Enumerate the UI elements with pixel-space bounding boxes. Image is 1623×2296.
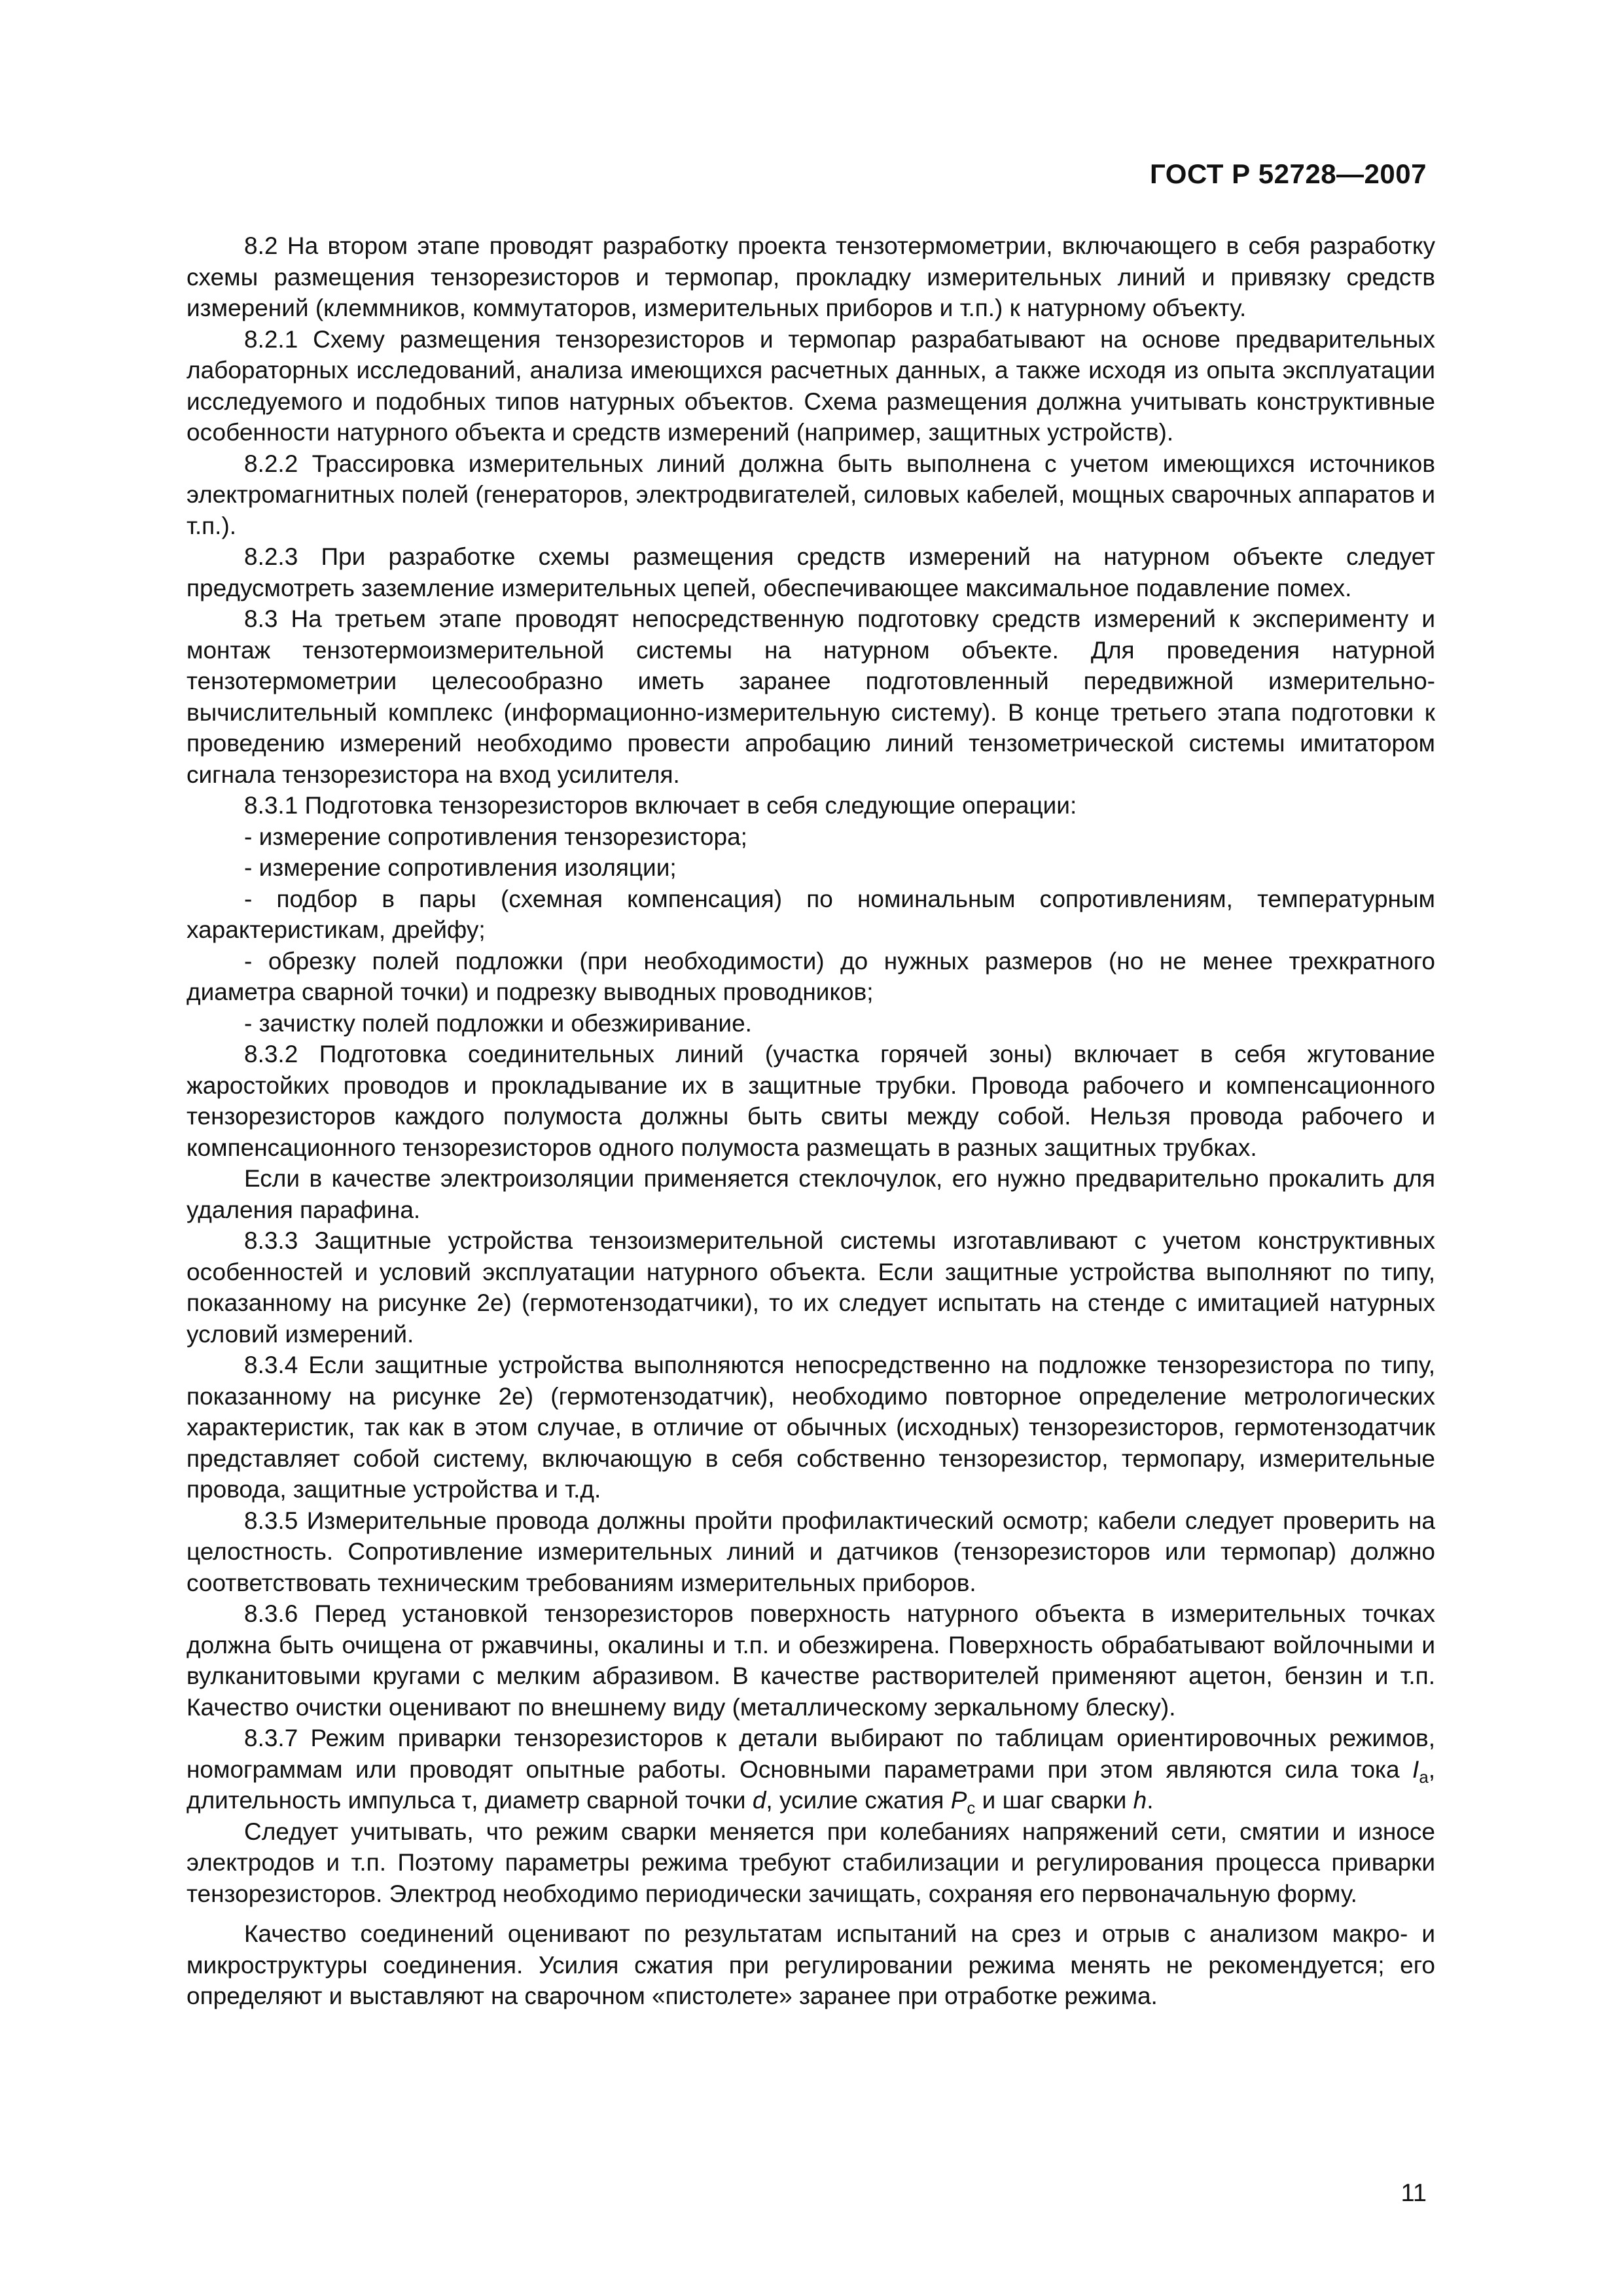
paragraph-text: 8.2.1 Схему размещения тензорезисторов и термопар разрабатывают на основе предварительных лабораторных исследований, анализа имеющихся расчетных данных, а также исходя из опыта эксплуатации исследуемого и подобных типов натурных объектов. Схема размещения должна учитывать конструктивные особенности натурного объекта и средств измерений (например, защитных устройств).	[187, 325, 1435, 446]
symbol-diameter: d	[752, 1787, 766, 1814]
paragraph	[187, 603, 1435, 790]
subscript-force: с	[967, 1799, 976, 1818]
paragraph-text: и шаг сварки	[975, 1787, 1133, 1814]
standard-code: ГОСТ Р 52728—2007	[1150, 158, 1427, 189]
paragraph-welding-parameters	[187, 1723, 1435, 1816]
paragraph	[187, 1163, 1435, 1225]
page-number: 11	[1400, 2179, 1427, 2207]
list-item	[187, 884, 1435, 946]
list-item	[187, 852, 1435, 884]
symbol-step: h	[1133, 1787, 1147, 1814]
paragraph-text: 8.3.3 Защитные устройства тензоизмерительной системы изготавливают с учетом конструктивных особенностей и условий эксплуатации натурного объекта. Если защитные устройства выполняют по типу, показанному на рисунке 2е) (гермотензодатчики), то их следует испытать на стенде с имитацией натурных условий измерений.	[187, 1227, 1435, 1348]
paragraph	[187, 230, 1435, 324]
body-text	[187, 230, 1435, 2012]
paragraph	[187, 1816, 1435, 1910]
paragraph-text: Если в качестве электроизоляции применяется стеклочулок, его нужно предварительно прокалить для удаления парафина.	[187, 1165, 1435, 1223]
paragraph	[187, 1598, 1435, 1723]
subscript-current: а	[1419, 1768, 1429, 1787]
list-item-text: - измерение сопротивления тензорезистора;	[244, 823, 747, 850]
list-item	[187, 1008, 1435, 1039]
paragraph-text: 8.3.1 Подготовка тензорезисторов включает в себя следующие операции:	[244, 792, 1077, 819]
paragraph-text: 8.3.2 Подготовка соединительных линий (участка горячей зоны) включает в себя жгутование жаростойких проводов и прокладывание их в защитные трубки. Провода рабочего и компенсационного тензорезисторов каждого полумоста должны быть свиты между собой. Нельзя провода рабочего и компенсационного тензорезисторов одного полумоста размещать в разных защитных трубках.	[187, 1041, 1435, 1161]
paragraph-text: 8.3.6 Перед установкой тензорезисторов поверхность натурного объекта в измерительных точках должна быть очищена от ржавчины, окалины и т.п. и обезжирена. Поверхность обрабатывают войлочными и вулканитовыми кругами с мелким абразивом. В качестве растворителей применяют ацетон, бензин и т.п. Качество очистки оценивают по внешнему виду (металлическому зеркальному блеску).	[187, 1600, 1435, 1721]
paragraph-text: 8.2.2 Трассировка измерительных линий должна быть выполнена с учетом имеющихся источников электромагнитных полей (генераторов, электродвигателей, силовых кабелей, мощных сварочных аппаратов и т.п.).	[187, 450, 1435, 539]
paragraph-text: 8.2 На втором этапе проводят разработку проекта тензотермометрии, включающего в себя разработку схемы размещения тензорезисторов и термопар, прокладку измерительных линий и привязку средств измерений (клеммников, коммутаторов, измерительных приборов и т.п.) к натурному объекту.	[187, 232, 1435, 321]
paragraph-text: 8.3.4 Если защитные устройства выполняются непосредственно на подложке тензорезистора по типу, показанному на рисунке 2е) (гермотензодатчик), необходимо повторное определение метрологических характеристик, так как в этом случае, в отличие от обычных (исходных) тензорезисторов, гермотензодатчик представляет собой систему, включающую в себя собственно тензорезистор, термопару, измерительные провода, защитные устройства и т.д.	[187, 1352, 1435, 1503]
paragraph	[187, 324, 1435, 448]
paragraph	[187, 1505, 1435, 1599]
paragraph-text: , длительность импульса τ, диаметр сварной точки	[187, 1755, 1435, 1814]
paragraph-text: 8.3 На третьем этапе проводят непосредственную подготовку средств измерений к эксперименту и монтаж тензотермоизмерительной системы на натурном объекте. Для проведения натурной тензотермометрии целесообразно иметь заранее подготовленный передвижной измерительно-вычислительный комплекс (информационно-измерительную систему). В конце третьего этапа подготовки к проведению измерений необходимо провести апробацию линий тензометрической системы имитатором сигнала тензорезистора на вход усилителя.	[187, 605, 1435, 788]
paragraph	[187, 448, 1435, 542]
list-item	[187, 821, 1435, 853]
list-item-text: - измерение сопротивления изоляции;	[244, 854, 677, 881]
paragraph-text: , усилие сжатия	[766, 1787, 951, 1814]
paragraph-text: Следует учитывать, что режим сварки меняется при колебаниях напряжений сети, смятии и износе электродов и т.п. Поэтому параметры режима требуют стабилизации и регулирования процесса приварки тензорезисторов. Электрод необходимо периодически зачищать, сохраняя его первоначальную форму.	[187, 1818, 1435, 1907]
paragraph	[187, 1225, 1435, 1350]
paragraph	[187, 1350, 1435, 1505]
list-item-text: - зачистку полей подложки и обезжиривание.	[244, 1009, 752, 1037]
paragraph-text: .	[1147, 1787, 1154, 1814]
list-item	[187, 946, 1435, 1008]
list-item-text: - обрезку полей подложки (при необходимости) до нужных размеров (но не менее трехкратного диаметра сварной точки) и подрезку выводных проводников;	[187, 947, 1435, 1005]
paragraph	[187, 790, 1435, 821]
paragraph-text: 8.3.7 Режим приварки тензорезисторов к детали выбирают по таблицам ориентировочных режимов, номограммам или проводят опытные работы. Основными параметрами при этом являются сила тока	[187, 1725, 1435, 1783]
paragraph-text: 8.3.5 Измерительные провода должны пройти профилактический осмотр; кабели следует проверить на целостность. Сопротивление измерительных линий и датчиков (тензорезисторов или термопар) должно соответствовать техническим требованиям измерительных приборов.	[187, 1507, 1435, 1596]
paragraph	[187, 1039, 1435, 1163]
symbol-force: P	[950, 1787, 967, 1814]
paragraph-text: Качество соединений оценивают по результатам испытаний на срез и отрыв с анализом макро- и микроструктуры соединения. Усилия сжатия при регулировании режима менять не рекомендуется; его определяют и выставляют на сварочном «пистолете» заранее при отработке режима.	[187, 1920, 1435, 2009]
paragraph	[187, 541, 1435, 603]
list-item-text: - подбор в пары (схемная компенсация) по номинальным сопротивлениям, температурным характеристикам, дрейфу;	[187, 885, 1435, 943]
symbol-current: I	[1412, 1755, 1419, 1783]
paragraph	[187, 1918, 1435, 2012]
paragraph-text: 8.2.3 При разработке схемы размещения средств измерений на натурном объекте следует предусмотреть заземление измерительных цепей, обеспечивающее максимальное подавление помех.	[187, 543, 1435, 601]
